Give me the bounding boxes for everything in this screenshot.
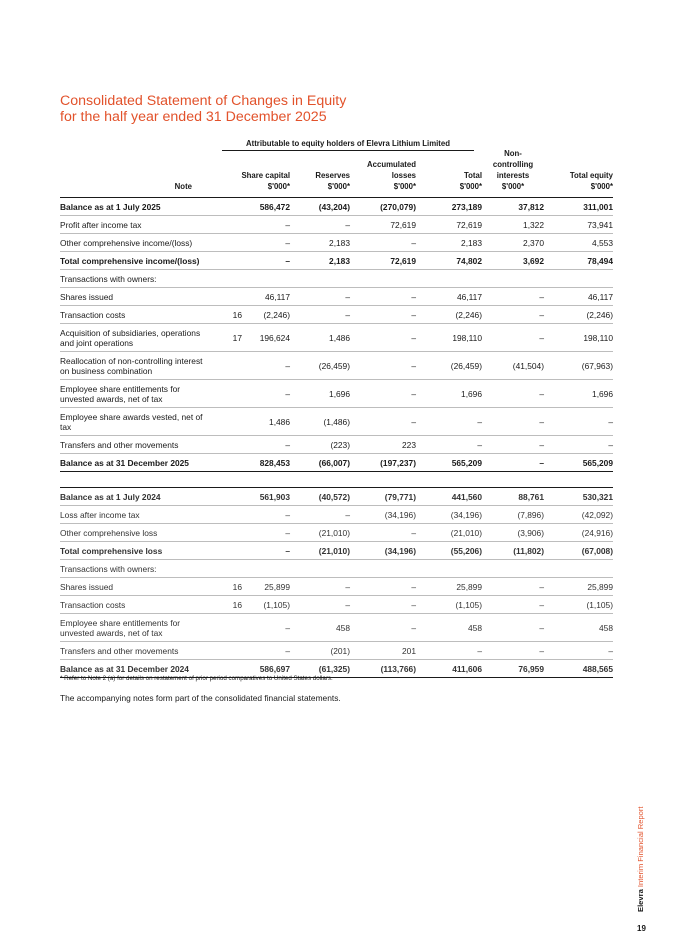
cell-share-capital: – (242, 216, 290, 234)
cell-nci: – (482, 324, 544, 352)
table-row (60, 216, 613, 234)
cell-share-capital: 828,453 (242, 454, 290, 472)
col-head-note (140, 181, 192, 192)
cell-reserves: – (290, 216, 350, 234)
statement-title-line1: Consolidated Statement of Changes in Equity (60, 93, 347, 109)
col-head-line: $'000* (590, 182, 613, 191)
row-label: Total comprehensive loss (60, 542, 210, 560)
row-label: Total comprehensive income/(loss) (60, 252, 210, 270)
cell-total-equity: – (544, 642, 613, 660)
cell-share-capital: – (242, 542, 290, 560)
cell-nci: 88,761 (482, 488, 544, 506)
col-head-line: $'000* (327, 182, 350, 191)
table-row (60, 436, 613, 454)
col-head-total-equity (544, 170, 613, 192)
cell-nci (482, 560, 544, 578)
cell-accumulated-losses: (79,771) (350, 488, 416, 506)
col-head-line: Note (174, 182, 192, 191)
cell-accumulated-losses: (34,196) (350, 542, 416, 560)
row-note (210, 454, 242, 472)
cell-total: 198,110 (416, 324, 482, 352)
cell-total: – (416, 408, 482, 436)
report-title: Interim Financial Report (636, 806, 645, 888)
cell-total: – (416, 642, 482, 660)
cell-reserves: – (290, 596, 350, 614)
row-note (210, 506, 242, 524)
row-label: Transactions with owners: (60, 270, 210, 288)
cell-accumulated-losses: – (350, 614, 416, 642)
cell-nci: (7,896) (482, 506, 544, 524)
cell-reserves: 2,183 (290, 252, 350, 270)
cell-share-capital: 561,903 (242, 488, 290, 506)
cell-total-equity: (67,963) (544, 352, 613, 380)
cell-accumulated-losses: – (350, 288, 416, 306)
table-row (60, 506, 613, 524)
table-row (60, 596, 613, 614)
cell-total: (34,196) (416, 506, 482, 524)
cell-accumulated-losses: – (350, 380, 416, 408)
cell-nci: – (482, 578, 544, 596)
cell-total: (1,105) (416, 596, 482, 614)
table-row (60, 324, 613, 352)
cell-total: 273,189 (416, 198, 482, 216)
cell-total-equity (544, 560, 613, 578)
row-note: 16 (210, 596, 242, 614)
cell-nci: (11,802) (482, 542, 544, 560)
cell-total-equity: (24,916) (544, 524, 613, 542)
row-label: Acquisition of subsidiaries, operations and joint operations (60, 324, 210, 352)
cell-share-capital: – (242, 436, 290, 454)
cell-accumulated-losses: – (350, 408, 416, 436)
cell-total: (21,010) (416, 524, 482, 542)
cell-total (416, 560, 482, 578)
cell-total: 441,560 (416, 488, 482, 506)
col-head-total (416, 170, 482, 192)
cell-total-equity: 78,494 (544, 252, 613, 270)
cell-share-capital: – (242, 614, 290, 642)
table-row (60, 524, 613, 542)
cell-nci: 76,959 (482, 660, 544, 678)
cell-reserves: – (290, 288, 350, 306)
row-label: Reallocation of non-controlling interest on business combination (60, 352, 210, 380)
cell-reserves: (223) (290, 436, 350, 454)
col-head-line: Share capital (241, 171, 290, 180)
cell-share-capital: 1,486 (242, 408, 290, 436)
cell-share-capital: – (242, 506, 290, 524)
cell-share-capital (242, 560, 290, 578)
col-head-line: $'000* (501, 182, 525, 191)
cell-total-equity: 458 (544, 614, 613, 642)
cell-reserves: (201) (290, 642, 350, 660)
cell-reserves: (21,010) (290, 524, 350, 542)
restatement-footnote: * Refer to Note 2 (a) for details on restatement of prior period comparatives to United States dollars. (60, 675, 333, 682)
cell-total-equity (544, 270, 613, 288)
row-label: Transaction costs (60, 596, 210, 614)
table-row (60, 380, 613, 408)
cell-reserves (290, 560, 350, 578)
cell-total: (26,459) (416, 352, 482, 380)
cell-total: 565,209 (416, 454, 482, 472)
cell-reserves: 458 (290, 614, 350, 642)
cell-total: 72,619 (416, 216, 482, 234)
table-row (60, 454, 613, 472)
cell-share-capital: (2,246) (242, 306, 290, 324)
table-row (60, 198, 613, 216)
cell-reserves: (40,572) (290, 488, 350, 506)
row-label: Balance as at 1 July 2025 (60, 198, 210, 216)
row-label: Loss after income tax (60, 506, 210, 524)
row-label: Balance as at 31 December 2024 (60, 660, 210, 678)
cell-share-capital: – (242, 642, 290, 660)
row-note (210, 380, 242, 408)
col-head-line: Reserves (315, 171, 350, 180)
row-note (210, 198, 242, 216)
row-label: Profit after income tax (60, 216, 210, 234)
cell-reserves: – (290, 306, 350, 324)
row-label: Other comprehensive income/(loss) (60, 234, 210, 252)
col-head-line: Total equity (569, 171, 613, 180)
cell-reserves (290, 270, 350, 288)
table-row (60, 614, 613, 642)
row-note (210, 436, 242, 454)
brand-name: Elevra (636, 889, 645, 912)
cell-accumulated-losses: – (350, 306, 416, 324)
row-note (210, 542, 242, 560)
row-note (210, 234, 242, 252)
row-label: Transfers and other movements (60, 642, 210, 660)
page-number: 19 (637, 924, 646, 933)
cell-share-capital: (1,105) (242, 596, 290, 614)
cell-nci: – (482, 454, 544, 472)
table-row (60, 560, 613, 578)
cell-total: 2,183 (416, 234, 482, 252)
cell-total-equity: 565,209 (544, 454, 613, 472)
cell-accumulated-losses (350, 270, 416, 288)
row-note: 17 (210, 324, 242, 352)
cell-reserves: (43,204) (290, 198, 350, 216)
cell-accumulated-losses: 201 (350, 642, 416, 660)
cell-nci: – (482, 642, 544, 660)
notes-statement: The accompanying notes form part of the consolidated financial statements. (60, 693, 341, 703)
cell-accumulated-losses: (197,237) (350, 454, 416, 472)
cell-total-equity: 73,941 (544, 216, 613, 234)
cell-total-equity: 46,117 (544, 288, 613, 306)
cell-accumulated-losses: (34,196) (350, 506, 416, 524)
cell-nci: 3,692 (482, 252, 544, 270)
row-label: Balance as at 31 December 2025 (60, 454, 210, 472)
col-head-line: Accumulated (367, 160, 416, 169)
cell-accumulated-losses: 72,619 (350, 252, 416, 270)
row-note (210, 252, 242, 270)
table-row (60, 578, 613, 596)
row-label: Transactions with owners: (60, 560, 210, 578)
cell-total-equity: (67,008) (544, 542, 613, 560)
cell-share-capital: 46,117 (242, 288, 290, 306)
col-head-accumulated-losses (350, 159, 416, 192)
row-note (210, 488, 242, 506)
statement-title (60, 93, 346, 125)
row-label: Transfers and other movements (60, 436, 210, 454)
col-head-line: losses (391, 171, 416, 180)
cell-reserves: (66,007) (290, 454, 350, 472)
cell-nci: 1,322 (482, 216, 544, 234)
row-note (210, 288, 242, 306)
row-label: Transaction costs (60, 306, 210, 324)
cell-nci: – (482, 306, 544, 324)
row-note (210, 408, 242, 436)
row-label: Employee share entitlements for unvested awards, net of tax (60, 614, 210, 642)
table-row (60, 306, 613, 324)
table-row (60, 488, 613, 506)
cell-total: – (416, 436, 482, 454)
row-note (210, 560, 242, 578)
row-note: 16 (210, 306, 242, 324)
cell-total-equity: 198,110 (544, 324, 613, 352)
cell-total: 25,899 (416, 578, 482, 596)
attributable-header: Attributable to equity holders of Elevra Lithium Limited (245, 139, 451, 148)
cell-share-capital (242, 270, 290, 288)
cell-accumulated-losses (350, 560, 416, 578)
col-head-line: $'000* (459, 182, 482, 191)
cell-accumulated-losses: – (350, 324, 416, 352)
row-note (210, 614, 242, 642)
cell-reserves: 1,696 (290, 380, 350, 408)
cell-reserves: (1,486) (290, 408, 350, 436)
col-head-line: $'000* (393, 182, 416, 191)
col-head-reserves (290, 170, 350, 192)
col-head-line: $'000* (267, 182, 290, 191)
cell-accumulated-losses: – (350, 352, 416, 380)
cell-total: 46,117 (416, 288, 482, 306)
row-label: Employee share entitlements for unvested awards, net of tax (60, 380, 210, 408)
cell-accumulated-losses: – (350, 578, 416, 596)
cell-share-capital: – (242, 252, 290, 270)
cell-total (416, 270, 482, 288)
cell-total-equity: (42,092) (544, 506, 613, 524)
equity-table-2025 (60, 197, 613, 472)
col-head-line: Non- (504, 149, 522, 158)
cell-total: (2,246) (416, 306, 482, 324)
row-note (210, 216, 242, 234)
cell-nci: – (482, 436, 544, 454)
row-label: Shares issued (60, 578, 210, 596)
cell-nci: – (482, 614, 544, 642)
cell-total-equity: – (544, 408, 613, 436)
cell-accumulated-losses: 223 (350, 436, 416, 454)
table-row (60, 642, 613, 660)
cell-reserves: – (290, 506, 350, 524)
cell-reserves: 2,183 (290, 234, 350, 252)
cell-reserves: 1,486 (290, 324, 350, 352)
cell-nci (482, 270, 544, 288)
cell-total-equity: – (544, 436, 613, 454)
col-head-line: Total (463, 171, 482, 180)
cell-total-equity: 4,553 (544, 234, 613, 252)
statement-title-line2: for the half year ended 31 December 2025 (60, 109, 327, 125)
cell-nci: 37,812 (482, 198, 544, 216)
cell-nci: 2,370 (482, 234, 544, 252)
cell-share-capital: 586,697 (242, 660, 290, 678)
cell-total-equity: 25,899 (544, 578, 613, 596)
table-row (60, 288, 613, 306)
cell-total: 411,606 (416, 660, 482, 678)
table-row (60, 542, 613, 560)
row-note (210, 642, 242, 660)
table-row (60, 252, 613, 270)
col-head-nci (482, 148, 544, 192)
cell-nci: (3,906) (482, 524, 544, 542)
cell-total: 458 (416, 614, 482, 642)
row-label: Other comprehensive loss (60, 524, 210, 542)
row-note (210, 352, 242, 380)
col-head-line: controlling (492, 160, 534, 169)
cell-total: 74,802 (416, 252, 482, 270)
equity-table-2024 (60, 487, 613, 678)
cell-reserves: – (290, 578, 350, 596)
cell-share-capital: – (242, 524, 290, 542)
cell-nci: – (482, 380, 544, 408)
row-note: 16 (210, 578, 242, 596)
cell-total-equity: 488,565 (544, 660, 613, 678)
cell-reserves: (21,010) (290, 542, 350, 560)
cell-share-capital: 586,472 (242, 198, 290, 216)
cell-share-capital: – (242, 380, 290, 408)
cell-reserves: (26,459) (290, 352, 350, 380)
sidebar-report-title (636, 806, 645, 912)
cell-share-capital: – (242, 234, 290, 252)
cell-total-equity: (2,246) (544, 306, 613, 324)
cell-total: (55,206) (416, 542, 482, 560)
attributable-header-rule (222, 150, 474, 151)
cell-total-equity: 530,321 (544, 488, 613, 506)
cell-accumulated-losses: – (350, 234, 416, 252)
cell-total-equity: (1,105) (544, 596, 613, 614)
table-row (60, 408, 613, 436)
cell-accumulated-losses: (270,079) (350, 198, 416, 216)
table-row (60, 270, 613, 288)
row-note (210, 270, 242, 288)
cell-nci: (41,504) (482, 352, 544, 380)
cell-nci: – (482, 596, 544, 614)
row-note (210, 524, 242, 542)
table-row (60, 352, 613, 380)
cell-nci: – (482, 408, 544, 436)
col-head-line: interests (496, 171, 530, 180)
cell-share-capital: – (242, 352, 290, 380)
cell-accumulated-losses: – (350, 524, 416, 542)
row-label: Balance as at 1 July 2024 (60, 488, 210, 506)
cell-total-equity: 1,696 (544, 380, 613, 408)
cell-accumulated-losses: (113,766) (350, 660, 416, 678)
table-row (60, 234, 613, 252)
cell-total-equity: 311,001 (544, 198, 613, 216)
row-label: Employee share awards vested, net of tax (60, 408, 210, 436)
col-head-share-capital (218, 170, 290, 192)
cell-accumulated-losses: 72,619 (350, 216, 416, 234)
cell-total: 1,696 (416, 380, 482, 408)
cell-reserves: (61,325) (290, 660, 350, 678)
cell-nci: – (482, 288, 544, 306)
cell-share-capital: 196,624 (242, 324, 290, 352)
row-label: Shares issued (60, 288, 210, 306)
cell-share-capital: 25,899 (242, 578, 290, 596)
cell-accumulated-losses: – (350, 596, 416, 614)
